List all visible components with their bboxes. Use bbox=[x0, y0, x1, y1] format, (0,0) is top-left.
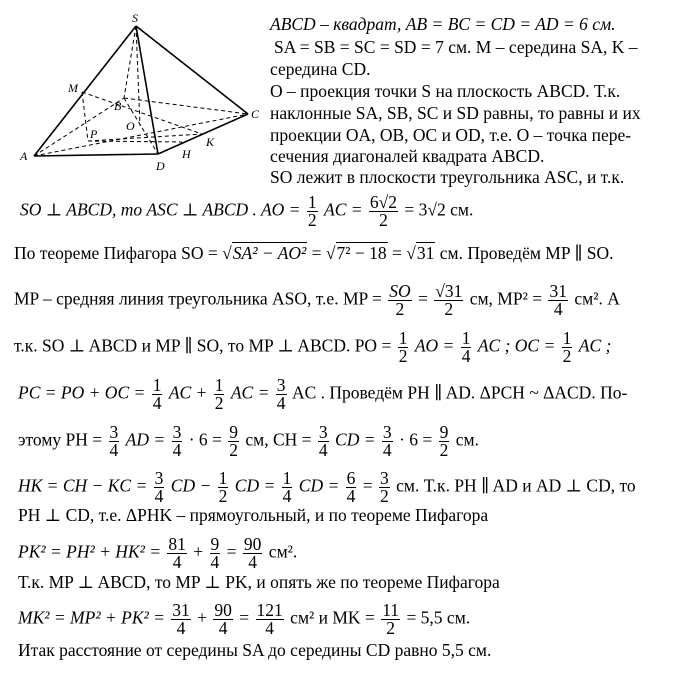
line-18: Т.к. MP ⊥ ABCD, то MP ⊥ PK, и опять же по теореме Пифагора bbox=[18, 572, 500, 592]
label-P: P bbox=[90, 127, 98, 141]
line-15: HK = CH − KC = $\frac{3}{4}$ CD − $\frac{1}{2}$ CD = $\frac{1}{4}$ CD = $\frac{6}{4}$ = $\frac{3}{2}$ см. Т.к. PH ∥ AD и AD ⊥ CD, то bbox=[18, 468, 636, 506]
line-10: По теореме Пифагора SO = √SA² − AO² = √7² − 18 = √31 см. Проведём MP ∥ SO. bbox=[14, 243, 614, 263]
pyramid-figure bbox=[10, 8, 280, 188]
line-4: O – проекция точки S на плоскость ABCD. Т.к. bbox=[270, 81, 621, 101]
line-3: середина CD. bbox=[270, 59, 371, 79]
line-8: SO лежит в плоскости треугольника ASC, и т.к. bbox=[270, 167, 625, 187]
line-19: MK² = MP² + PK² = $\frac{31}{4}$ + $\frac{90}{4}$ = $\frac{121}{4}$ см² и MK = $\frac{11}{2}$ = 5,5 см. bbox=[18, 600, 471, 638]
label-O: O bbox=[126, 119, 135, 133]
line-13: PC = PO + OC = $\frac{1}{4}$ AC + $\frac{1}{2}$ AC = $\frac{3}{4}$ AC . Проведём PH ∥ AD. ΔPCH ~ ΔACD. По- bbox=[18, 375, 628, 413]
label-M: M bbox=[68, 81, 78, 95]
line-1: ABCD – квадрат, AB = BC = CD = AD = 6 см. bbox=[270, 14, 616, 34]
label-D: D bbox=[156, 159, 165, 173]
line-16: PH ⊥ CD, т.е. ΔPHK – прямоугольный, и по теореме Пифагора bbox=[18, 505, 489, 525]
label-B: B bbox=[114, 99, 122, 113]
frac: $\frac{6√2}{2}$ bbox=[369, 192, 398, 230]
label-C: C bbox=[251, 107, 260, 121]
line-20: Итак расстояние от середины SA до середины CD равно 5,5 см. bbox=[18, 640, 492, 660]
line-11: MP – средняя линия треугольника ASO, т.е. MP = $\frac{SO}{2}$ = $\frac{√31}{2}$ см, MP² = $\frac{31}{4}$ см². А bbox=[14, 281, 620, 319]
frac: $\frac{1}{2}$ bbox=[307, 192, 317, 230]
line-9-c: = 3√2 см. bbox=[404, 199, 474, 220]
line-12: т.к. SO ⊥ ABCD и MP ∥ SO, то MP ⊥ ABCD. PO = $\frac{1}{2}$ AO = $\frac{1}{4}$ AC ; OC = $\frac{1}{2}$ AC ; bbox=[14, 328, 612, 366]
line-5: наклонные SA, SB, SC и SD равны, то равны и их bbox=[270, 103, 641, 123]
line-9 bbox=[20, 194, 473, 229]
line-2: SA = SB = SC = SD = 7 см. M – середина SA, K – bbox=[274, 37, 638, 57]
line-9-a: SO ⊥ ABCD, то ASC ⊥ ABCD . AO = bbox=[20, 199, 301, 220]
line-6: проекции OA, OB, OC и OD, т.е. O – точка пере- bbox=[270, 125, 632, 145]
line-7: сечения диагоналей квадрата ABCD. bbox=[270, 146, 545, 166]
line-17: PK² = PH² + HK² = $\frac{81}{4}$ + $\frac{9}{4}$ = $\frac{90}{4}$ см². bbox=[18, 534, 298, 572]
label-K: K bbox=[206, 135, 215, 149]
label-A: A bbox=[20, 149, 28, 163]
line-9-b: AC = bbox=[324, 199, 363, 220]
line-14: этому PH = $\frac{3}{4}$ AD = $\frac{3}{4}$ · 6 = $\frac{9}{2}$ см, CH = $\frac{3}{4}$ CD = $\frac{3}{4}$ · 6 = $\frac{9}{2}$ см. bbox=[18, 422, 479, 460]
label-H: H bbox=[182, 147, 191, 161]
label-S: S bbox=[132, 11, 138, 25]
